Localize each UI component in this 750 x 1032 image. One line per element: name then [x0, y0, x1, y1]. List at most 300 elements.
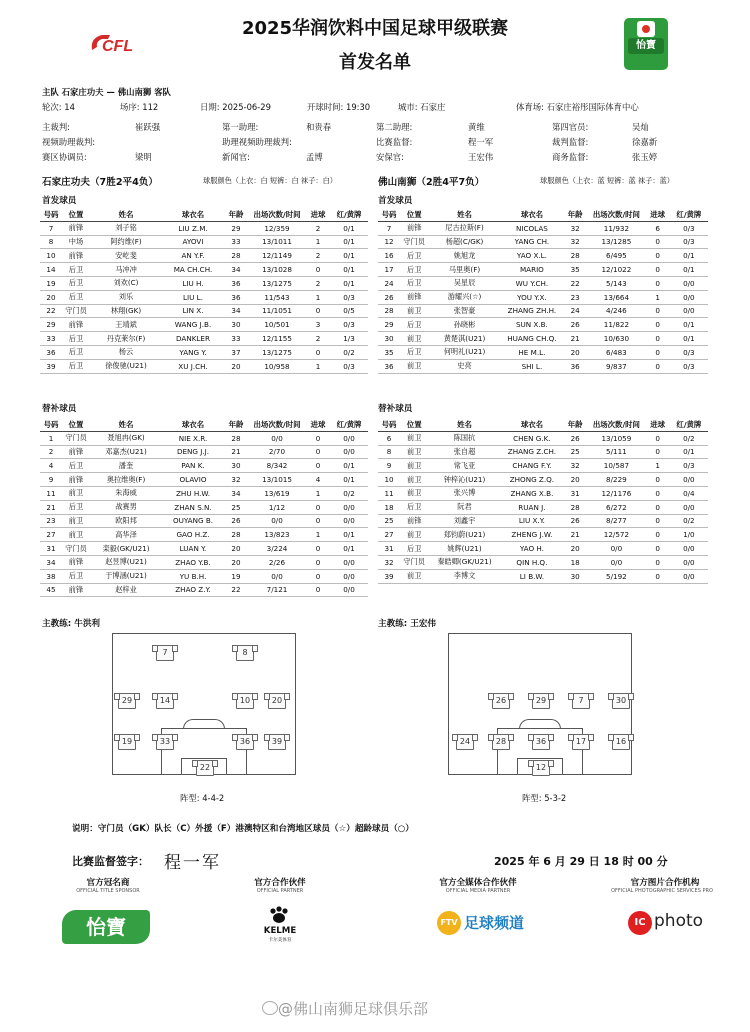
table-cell: 26 [563, 431, 587, 445]
table-cell: 0/3 [330, 318, 368, 332]
partner-media-sub: OFFICIAL MEDIA PARTNER [445, 888, 511, 894]
table-cell: 3 [306, 318, 330, 332]
table-cell: 13/1028 [248, 263, 306, 277]
table-cell: 秦皓卿(GK/U21) [428, 555, 500, 569]
kelme-paw-icon [268, 906, 290, 924]
table-cell: 12/1155 [248, 332, 306, 346]
table-cell: 26 [378, 290, 400, 304]
table-row [40, 318, 368, 332]
table-header-row [378, 208, 708, 221]
official-commercial-name: 张玉婷 [632, 152, 658, 162]
table-row [378, 332, 708, 346]
table-cell: 11/543 [248, 290, 306, 304]
table-cell: 0/0 [587, 542, 645, 556]
table-cell: 26 [563, 318, 587, 332]
table-row [40, 459, 368, 473]
table-cell: 0/1 [330, 473, 368, 487]
table-cell: 13/1059 [587, 431, 645, 445]
table-cell: 0/1 [330, 459, 368, 473]
table-cell: 13/823 [248, 528, 306, 542]
table-cell: 0 [646, 514, 670, 528]
table-cell: 36 [563, 359, 587, 373]
table-cell: 27 [378, 528, 400, 542]
table-cell: 1 [306, 486, 330, 500]
table-cell: 2/26 [248, 555, 306, 569]
table-cell: 常飞亚 [428, 459, 500, 473]
table-cell: 邓嘉杰(U21) [90, 445, 162, 459]
table-cell: 35 [563, 263, 587, 277]
table-cell: 陈国抗 [428, 431, 500, 445]
home-starters-table [40, 208, 368, 374]
table-cell: 后卫 [62, 345, 90, 359]
date-info: 日期: 2025-06-29 [200, 102, 271, 112]
table-cell: 游耀兴(☆) [428, 290, 500, 304]
table-cell: 13/664 [587, 290, 645, 304]
table-cell: 5/111 [587, 445, 645, 459]
table-cell: 尼古拉斯(F) [428, 221, 500, 235]
table-cell: 前卫 [62, 528, 90, 542]
table-cell: 0/3 [670, 235, 708, 249]
official-match-supervisor-name: 程一军 [468, 137, 494, 147]
table-cell: 钟梓沁(U21) [428, 473, 500, 487]
column-header: 进球 [306, 208, 330, 221]
column-header: 进球 [306, 418, 330, 431]
table-cell: 栾毅(GK/U21) [90, 542, 162, 556]
table-cell: 0 [306, 304, 330, 318]
table-cell: 后卫 [62, 500, 90, 514]
table-cell: 0/0 [330, 583, 368, 597]
table-cell: 10 [378, 473, 400, 487]
table-cell: 0/0 [670, 304, 708, 318]
table-cell: 徐俊驰(U21) [90, 359, 162, 373]
home-shirt-icon: 39 [268, 734, 286, 750]
table-cell: 28 [378, 304, 400, 318]
table-cell: 前卫 [62, 486, 90, 500]
table-cell: 21 [563, 332, 587, 346]
table-cell: 前卫 [400, 459, 428, 473]
weibo-icon [262, 1001, 278, 1015]
column-header: 红/黄牌 [330, 208, 368, 221]
table-cell: 0/0 [330, 555, 368, 569]
table-cell: 0 [306, 514, 330, 528]
table-cell: 4/246 [587, 304, 645, 318]
table-cell: 赵梓业 [90, 583, 162, 597]
table-cell: 0/1 [330, 221, 368, 235]
official-ar1: 第一助理: [222, 122, 259, 132]
table-cell: 34 [224, 263, 248, 277]
table-cell: 26 [563, 514, 587, 528]
table-cell: WANG J.B. [162, 318, 224, 332]
table-cell: 36 [224, 290, 248, 304]
table-cell: 2 [306, 221, 330, 235]
table-cell: 12/1149 [248, 249, 306, 263]
table-cell: 后卫 [400, 345, 428, 359]
table-cell: 0/1 [330, 249, 368, 263]
table-cell: NICOLAS [501, 221, 563, 235]
penalty-arc [183, 719, 225, 729]
match-no-info: 场序: 112 [120, 102, 159, 112]
table-cell: 11/822 [587, 318, 645, 332]
table-cell: 0 [646, 332, 670, 346]
table-cell: 0/4 [670, 486, 708, 500]
table-cell: 0 [306, 583, 330, 597]
table-cell: 37 [224, 345, 248, 359]
table-cell: 0 [306, 500, 330, 514]
table-cell: 孙晓彬 [428, 318, 500, 332]
table-cell: 23 [40, 514, 62, 528]
table-cell: 1/12 [248, 500, 306, 514]
column-header: 年龄 [563, 418, 587, 431]
table-cell: 0/3 [330, 359, 368, 373]
column-header: 姓名 [428, 418, 500, 431]
table-cell: 0/1 [670, 263, 708, 277]
table-cell: 0 [646, 249, 670, 263]
home-formation: 阵型: 4-4-2 [180, 793, 225, 803]
table-row [378, 555, 708, 569]
table-cell: 0 [646, 345, 670, 359]
table-cell: 0 [306, 263, 330, 277]
round-info: 轮次: 14 [42, 102, 75, 112]
column-header: 位置 [400, 418, 428, 431]
home-shirt-icon: 14 [156, 693, 174, 709]
table-row [40, 542, 368, 556]
table-cell: LIU L. [162, 290, 224, 304]
table-row [378, 345, 708, 359]
table-cell: CHANG F.Y. [501, 459, 563, 473]
table-cell: LIU H. [162, 276, 224, 290]
column-header: 进球 [646, 418, 670, 431]
table-row [378, 304, 708, 318]
column-header: 年龄 [563, 208, 587, 221]
table-cell: 后卫 [62, 332, 90, 346]
table-cell: NIE X.R. [162, 431, 224, 445]
official-coordinator: 赛区协调员: [42, 152, 87, 162]
table-cell: 高华泽 [90, 528, 162, 542]
table-cell: 前锋 [62, 221, 90, 235]
table-cell: 刘欢(C) [90, 276, 162, 290]
table-cell: 4 [40, 459, 62, 473]
table-row [40, 345, 368, 359]
table-cell: ZHANG ZH.H. [501, 304, 563, 318]
table-row [378, 473, 708, 487]
table-cell: 29 [378, 318, 400, 332]
table-cell: 2/70 [248, 445, 306, 459]
table-header-row [40, 418, 368, 431]
table-row [40, 290, 368, 304]
table-cell: ZHANG Z.CH. [501, 445, 563, 459]
table-cell: 于博涵(U21) [90, 569, 162, 583]
table-cell: 前锋 [400, 290, 428, 304]
table-cell: LIU Z.M. [162, 221, 224, 235]
table-row [378, 445, 708, 459]
table-cell: 13/1285 [587, 235, 645, 249]
table-cell: 20 [224, 542, 248, 556]
table-cell: 12/1176 [587, 486, 645, 500]
table-cell: 18 [378, 500, 400, 514]
away-team-header: 佛山南狮（2胜4平7负） [378, 177, 485, 188]
away-subs-table [378, 418, 708, 584]
table-cell: 阿约维(F) [90, 235, 162, 249]
table-cell: 0/1 [330, 235, 368, 249]
column-header: 号码 [40, 418, 62, 431]
table-cell: SUN X.B. [501, 318, 563, 332]
column-header: 号码 [378, 208, 400, 221]
table-cell: 前卫 [400, 569, 428, 583]
table-cell: 0/1 [670, 318, 708, 332]
table-cell: 0 [646, 500, 670, 514]
table-cell: 0/0 [670, 290, 708, 304]
table-cell: 7 [378, 221, 400, 235]
table-cell: 22 [224, 583, 248, 597]
table-cell: ZHONG Z.Q. [501, 473, 563, 487]
table-cell: 刘子铭 [90, 221, 162, 235]
table-cell: 6/272 [587, 500, 645, 514]
table-cell: 0/1 [330, 263, 368, 277]
table-cell: 朱海威 [90, 486, 162, 500]
table-cell: 0/1 [670, 249, 708, 263]
table-cell: 2 [306, 332, 330, 346]
table-cell: 0 [646, 318, 670, 332]
table-row [40, 263, 368, 277]
table-cell: 前卫 [400, 431, 428, 445]
table-row [378, 514, 708, 528]
home-kit-colors: 球服颜色（上衣：白 短裤：白 袜子：白） [203, 176, 337, 185]
table-cell: 6/495 [587, 249, 645, 263]
table-cell: 聂旭冉(GK) [90, 431, 162, 445]
table-cell: 8/277 [587, 514, 645, 528]
table-cell: 34 [224, 486, 248, 500]
table-row [378, 221, 708, 235]
table-cell: 0/0 [248, 569, 306, 583]
official-fourth: 第四官员: [552, 122, 589, 132]
table-cell: 18 [563, 555, 587, 569]
official-coordinator-name: 梁明 [135, 152, 152, 162]
table-cell: ZHANG X.B. [501, 486, 563, 500]
table-cell: LIU X.Y. [501, 514, 563, 528]
table-cell: 后卫 [400, 318, 428, 332]
table-cell: 31 [40, 542, 62, 556]
partner-title-sponsor-label: 官方冠名商 [86, 878, 130, 888]
table-cell: 1 [646, 290, 670, 304]
table-cell: 33 [224, 332, 248, 346]
away-shirt-icon: 30 [612, 693, 630, 709]
table-cell: 13/619 [248, 486, 306, 500]
column-header: 进球 [646, 208, 670, 221]
table-cell: 0/0 [248, 431, 306, 445]
table-cell: 12/359 [248, 221, 306, 235]
table-row [40, 445, 368, 459]
table-cell: 33 [40, 332, 62, 346]
table-cell: 马里奥(F) [428, 263, 500, 277]
table-cell: 9/837 [587, 359, 645, 373]
table-cell: CHEN G.K. [501, 431, 563, 445]
table-row [378, 318, 708, 332]
column-header: 出场次数/时间 [587, 418, 645, 431]
table-cell: 0/0 [670, 276, 708, 290]
table-cell: 刘鑫宇 [428, 514, 500, 528]
table-cell: 39 [378, 569, 400, 583]
cfl-logo-text: CFL [102, 38, 134, 55]
table-cell: 前锋 [62, 249, 90, 263]
column-header: 红/黄牌 [670, 418, 708, 431]
official-referee-name: 崔跃强 [135, 122, 161, 132]
table-cell: YU B.H. [162, 569, 224, 583]
legend-note: 说明：守门员（GK）队长（C）外援（F）港澳特区和台湾地区球员（☆）超龄球员（○） [72, 824, 414, 834]
table-cell: 0/2 [670, 514, 708, 528]
table-cell: 21 [224, 445, 248, 459]
table-cell: 何明礼(U21) [428, 345, 500, 359]
table-cell: 11 [378, 486, 400, 500]
table-cell: 16 [378, 249, 400, 263]
table-cell: 30 [224, 459, 248, 473]
table-cell: 刘乐 [90, 290, 162, 304]
table-cell: 20 [563, 473, 587, 487]
table-cell: 8/342 [248, 459, 306, 473]
table-cell: 0/3 [330, 290, 368, 304]
table-cell: 24 [563, 304, 587, 318]
table-cell: 张自超 [428, 445, 500, 459]
official-ar2: 第二助理: [376, 122, 413, 132]
table-cell: ZHAO Y.B. [162, 555, 224, 569]
table-cell: 0 [646, 276, 670, 290]
table-row [40, 583, 368, 597]
table-cell: 0/1 [330, 528, 368, 542]
table-cell: 1 [40, 431, 62, 445]
table-cell: 0 [646, 431, 670, 445]
table-cell: 0/0 [670, 569, 708, 583]
table-cell: 欧阳邦 [90, 514, 162, 528]
table-row [40, 473, 368, 487]
table-row [378, 235, 708, 249]
table-cell: 28 [563, 500, 587, 514]
table-cell: 王靖斌 [90, 318, 162, 332]
table-cell: 32 [563, 459, 587, 473]
table-row [40, 486, 368, 500]
table-cell: 后卫 [62, 290, 90, 304]
official-fourth-name: 吴灿 [632, 122, 649, 132]
table-cell: 0/0 [670, 473, 708, 487]
table-row [40, 431, 368, 445]
table-cell: 8 [378, 445, 400, 459]
table-cell: 22 [563, 276, 587, 290]
ic-brand: photo [654, 911, 704, 931]
table-cell: 14 [40, 263, 62, 277]
partner-title-sponsor-sub: OFFICIAL TITLE SPONSOR [76, 888, 140, 894]
table-row [378, 359, 708, 373]
watermark: @佛山南狮足球俱乐部 [278, 1000, 429, 1018]
table-cell: 29 [40, 318, 62, 332]
table-cell: 前卫 [400, 359, 428, 373]
table-cell: 20 [224, 555, 248, 569]
home-shirt-icon: 19 [118, 734, 136, 750]
table-cell: 前锋 [62, 583, 90, 597]
table-cell: 10/587 [587, 459, 645, 473]
table-cell: 32 [563, 221, 587, 235]
table-row [40, 500, 368, 514]
table-row [378, 459, 708, 473]
table-cell: 1 [306, 528, 330, 542]
table-cell: 李博文 [428, 569, 500, 583]
table-cell: 1 [306, 359, 330, 373]
table-cell: 郑钧蔚(U21) [428, 528, 500, 542]
table-cell: 45 [40, 583, 62, 597]
ftv-logo-icon: FTV [437, 911, 461, 935]
table-row [378, 542, 708, 556]
table-cell: 12/572 [587, 528, 645, 542]
table-cell: YAO X.L. [501, 249, 563, 263]
table-row [378, 569, 708, 583]
table-cell: 31 [378, 542, 400, 556]
table-cell: 0 [646, 263, 670, 277]
table-cell: 0 [646, 528, 670, 542]
table-cell: MARIO [501, 263, 563, 277]
table-cell: 后卫 [62, 276, 90, 290]
table-cell: 10/630 [587, 332, 645, 346]
table-cell: PAN K. [162, 459, 224, 473]
table-cell: XU J.CH. [162, 359, 224, 373]
table-cell: 9 [378, 459, 400, 473]
table-cell: 32 [224, 473, 248, 487]
table-cell: 0 [646, 445, 670, 459]
signature-name: 程一军 [164, 853, 221, 873]
table-cell: 19 [40, 276, 62, 290]
table-row [378, 486, 708, 500]
official-commercial: 商务监督: [552, 152, 589, 162]
table-cell: DANKLER [162, 332, 224, 346]
city-info: 城市: 石家庄 [398, 102, 446, 112]
table-cell: 28 [224, 431, 248, 445]
table-cell: RUAN J. [501, 500, 563, 514]
table-row [378, 276, 708, 290]
table-cell: 0/5 [330, 304, 368, 318]
partner-official-label: 官方合作伙伴 [254, 878, 306, 888]
official-security-name: 王宏伟 [468, 152, 494, 162]
table-cell: 28 [563, 249, 587, 263]
table-row [40, 514, 368, 528]
table-cell: 32 [378, 555, 400, 569]
table-cell: 潘奎 [90, 459, 162, 473]
table-cell: HE M.L. [501, 345, 563, 359]
column-header: 姓名 [428, 208, 500, 221]
table-cell: 守门员 [400, 555, 428, 569]
table-cell: GAO H.Z. [162, 528, 224, 542]
table-cell: 0/3 [670, 359, 708, 373]
table-cell: 23 [563, 290, 587, 304]
column-header: 球衣名 [501, 418, 563, 431]
table-row [378, 263, 708, 277]
table-cell: 前卫 [400, 528, 428, 542]
table-cell: 32 [563, 235, 587, 249]
table-header-row [40, 208, 368, 221]
table-cell: 前锋 [62, 318, 90, 332]
official-security: 安保官: [376, 152, 404, 162]
home-team-header: 石家庄功夫（7胜2平4负） [42, 177, 158, 188]
table-row [378, 500, 708, 514]
table-cell: 0 [306, 459, 330, 473]
table-cell: 8 [40, 235, 62, 249]
table-cell: 后卫 [400, 263, 428, 277]
table-cell: 守门员 [62, 431, 90, 445]
table-cell: WU Y.CH. [501, 276, 563, 290]
home-shirt-icon: 10 [236, 693, 254, 709]
table-cell: 24 [378, 276, 400, 290]
table-cell: 36 [378, 359, 400, 373]
official-match-supervisor: 比赛监督: [376, 137, 413, 147]
table-cell: 11 [40, 486, 62, 500]
table-cell: 13/1011 [248, 235, 306, 249]
table-cell: 12 [378, 235, 400, 249]
table-cell: 安屹斐 [90, 249, 162, 263]
